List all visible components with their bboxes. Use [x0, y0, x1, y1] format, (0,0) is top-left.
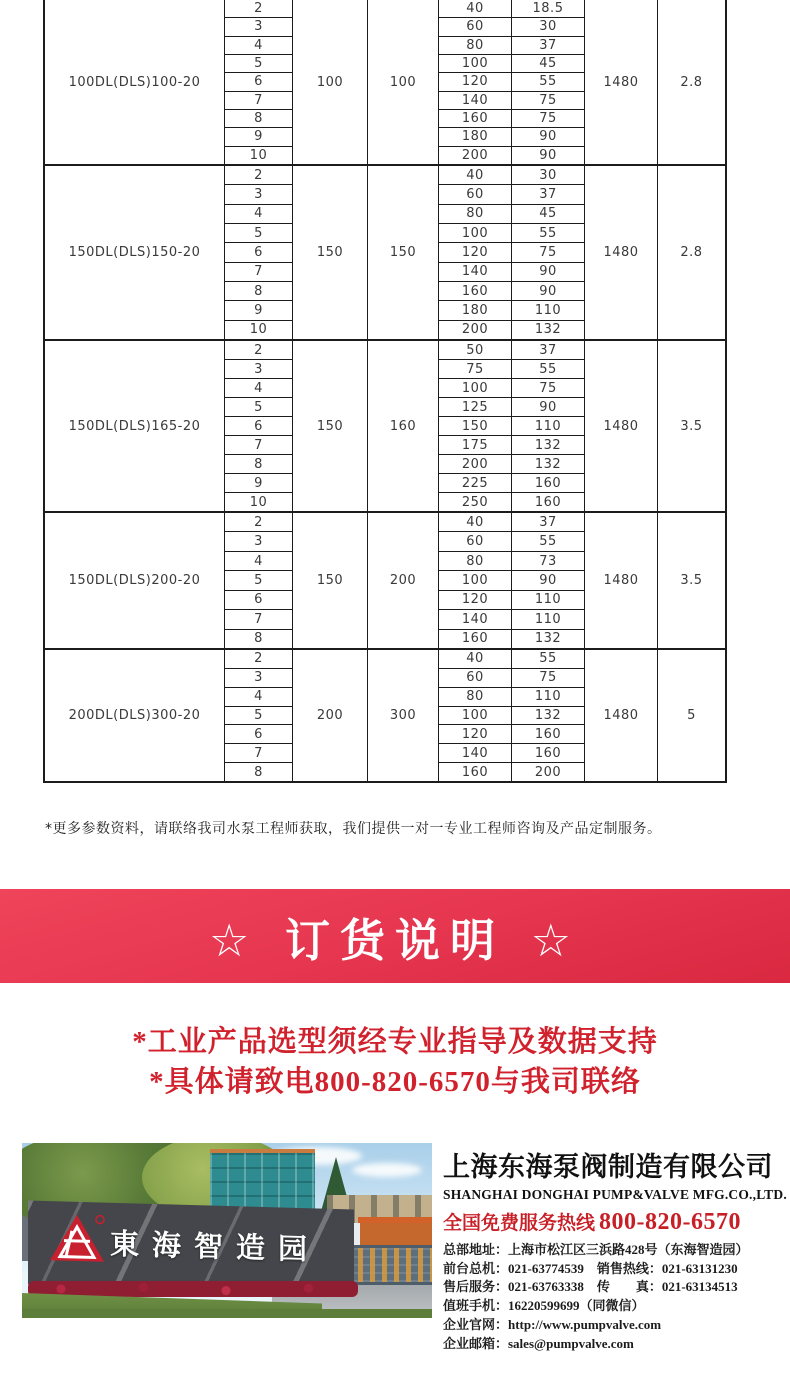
stage-cell: 6	[225, 73, 292, 91]
stage-cell: 5	[225, 707, 292, 726]
stage-cell: 10	[249, 494, 268, 510]
photo-lawn	[22, 1309, 432, 1318]
service-hotline	[443, 1208, 783, 1236]
stage-cell: 7	[225, 610, 292, 629]
flow-cell: 100	[439, 707, 511, 726]
stage-cell: 2	[225, 0, 292, 18]
flow-cell: 40	[439, 0, 511, 18]
head-cell: 160	[534, 494, 562, 510]
photo-flower-hedge	[28, 1281, 358, 1297]
contact-line: 值班手机：16220599699（同微信）	[443, 1298, 645, 1314]
head-cell: 90	[512, 128, 584, 146]
head-cell: 55	[512, 224, 584, 243]
stage-cell: 4	[225, 37, 292, 55]
flow-cell: 50	[439, 341, 511, 360]
photo-cloud	[352, 1163, 422, 1177]
table-group	[45, 0, 725, 166]
flow-cell: 60	[439, 669, 511, 688]
flow-cell: 180	[439, 128, 511, 146]
diameter-cell: 200	[368, 513, 439, 648]
stage-cell: 9	[225, 474, 292, 493]
spec-table	[43, 0, 727, 783]
flow-cell: 120	[439, 725, 511, 744]
head-cell: 30	[512, 166, 584, 185]
table-group	[45, 513, 725, 650]
table-group	[45, 650, 725, 783]
flow-cell: 40	[439, 650, 511, 669]
stage-cell: 6	[225, 725, 292, 744]
stage-cell: 3	[225, 532, 292, 551]
flow-cell: 60	[439, 18, 511, 36]
order-instructions-banner	[0, 889, 790, 983]
stage-cell: 3	[225, 18, 292, 36]
stage-column	[225, 650, 293, 781]
head-cell: 75	[512, 92, 584, 110]
flow-cell: 175	[439, 436, 511, 455]
company-name-en: SHANGHAI DONGHAI PUMP&VALVE MFG.CO.,LTD.	[443, 1187, 787, 1202]
diameter-cell: 160	[368, 341, 439, 511]
head-cell: 75	[512, 669, 584, 688]
stage-cell: 8	[254, 631, 263, 647]
speed-cell: 1480	[585, 513, 658, 648]
sign-wall-text: 東海智造园	[110, 1226, 321, 1267]
stage-cell: 10	[249, 147, 268, 163]
flow-cell: 120	[439, 591, 511, 610]
head-cell: 75	[512, 379, 584, 398]
head-column	[512, 341, 585, 511]
head-column	[512, 513, 585, 648]
model-cell: 100DL(DLS)100-20	[45, 0, 225, 164]
stage-cell: 5	[225, 55, 292, 73]
flow-cell: 80	[439, 205, 511, 224]
flow-cell: 140	[439, 92, 511, 110]
diameter-cell: 150	[293, 166, 368, 339]
diameter-cell: 300	[368, 650, 439, 781]
stage-cell: 3	[225, 669, 292, 688]
stage-cell: 8	[225, 282, 292, 301]
head-cell: 132	[512, 455, 584, 474]
flow-cell: 80	[439, 688, 511, 707]
head-cell: 55	[512, 532, 584, 551]
head-cell: 30	[512, 18, 584, 36]
head-cell: 110	[512, 301, 584, 320]
head-cell: 37	[512, 185, 584, 204]
stage-cell: 7	[225, 744, 292, 763]
head-cell: 200	[534, 764, 562, 780]
table-footnote: *更多参数资料，请联络我司水泵工程师获取，我们提供一对一专业工程师咨询及产品定制服务。	[45, 821, 662, 837]
flow-cell: 100	[439, 379, 511, 398]
flow-cell: 160	[439, 110, 511, 128]
stage-cell: 2	[225, 341, 292, 360]
flow-column	[439, 166, 512, 339]
flow-cell: 160	[461, 631, 489, 647]
company-name-cn: 上海东海泵阀制造有限公司	[443, 1152, 773, 1183]
flow-cell: 125	[439, 398, 511, 417]
head-cell: 90	[512, 263, 584, 282]
diameter-cell: 100	[293, 0, 368, 164]
notice-line-2: *具体请致电800-820-6570与我司联络	[149, 1066, 641, 1098]
head-cell: 132	[512, 436, 584, 455]
stage-cell: 6	[225, 243, 292, 262]
head-cell: 160	[512, 744, 584, 763]
stage-cell: 2	[225, 166, 292, 185]
diameter-cell: 150	[293, 513, 368, 648]
speed-cell: 1480	[585, 341, 658, 511]
stage-cell: 4	[225, 688, 292, 707]
diameter-cell: 100	[368, 0, 439, 164]
flow-cell: 75	[439, 360, 511, 379]
stage-column	[225, 513, 293, 648]
flow-cell: 80	[439, 552, 511, 571]
head-cell: 37	[512, 341, 584, 360]
head-cell: 132	[534, 631, 562, 647]
head-cell: 110	[512, 610, 584, 629]
table-group	[45, 166, 725, 341]
head-cell: 37	[512, 513, 584, 532]
head-cell: 45	[512, 55, 584, 73]
hotline-number: 800-820-6570	[599, 1209, 741, 1235]
flow-cell: 140	[439, 610, 511, 629]
flow-cell: 150	[439, 417, 511, 436]
flow-cell: 140	[439, 263, 511, 282]
flow-cell: 60	[439, 185, 511, 204]
stage-cell: 4	[225, 379, 292, 398]
notice-line-1: *工业产品选型须经专业指导及数据支持	[132, 1026, 658, 1058]
stage-cell: 5	[225, 224, 292, 243]
head-cell: 55	[512, 650, 584, 669]
stage-cell: 6	[225, 591, 292, 610]
stage-cell: 8	[225, 110, 292, 128]
flow-cell: 80	[439, 37, 511, 55]
flow-column	[439, 341, 512, 511]
hotline-label: 全国免费服务热线	[443, 1212, 596, 1234]
head-cell: 45	[512, 205, 584, 224]
stage-cell: 7	[225, 263, 292, 282]
head-cell: 160	[512, 725, 584, 744]
head-cell: 90	[539, 147, 557, 163]
stage-cell: 4	[225, 205, 292, 224]
stage-cell: 8	[225, 455, 292, 474]
flow-column	[439, 513, 512, 648]
stage-cell: 4	[225, 552, 292, 571]
head-cell: 73	[512, 552, 584, 571]
diameter-cell: 150	[293, 341, 368, 511]
contact-line: 前台总机：021-63774539 销售热线：021-63131230	[443, 1260, 738, 1276]
stage-cell: 2	[225, 513, 292, 532]
head-column	[512, 650, 585, 781]
donghai-logo-icon	[48, 1212, 106, 1268]
stage-cell: 7	[225, 92, 292, 110]
stage-cell: 5	[225, 571, 292, 590]
stage-cell: 6	[225, 417, 292, 436]
head-cell: 110	[512, 417, 584, 436]
contact-list	[443, 1241, 783, 1353]
diameter-cell: 200	[293, 650, 368, 781]
head-column	[512, 0, 585, 164]
head-cell: 132	[534, 322, 562, 338]
head-column	[512, 166, 585, 339]
stage-column	[225, 166, 293, 339]
value-cell: 3.5	[680, 418, 703, 434]
flow-column	[439, 650, 512, 781]
value-cell: 2.8	[680, 74, 703, 90]
flow-cell: 200	[461, 322, 489, 338]
selection-notice	[0, 1022, 790, 1102]
flow-cell: 100	[439, 55, 511, 73]
company-photo	[22, 1143, 432, 1318]
flow-cell: 250	[461, 494, 489, 510]
flow-cell: 160	[439, 282, 511, 301]
stage-cell: 2	[225, 650, 292, 669]
head-cell: 55	[512, 73, 584, 91]
diameter-cell: 150	[368, 166, 439, 339]
flow-cell: 200	[439, 455, 511, 474]
stage-column	[225, 0, 293, 164]
head-cell: 37	[512, 37, 584, 55]
flow-cell: 120	[439, 243, 511, 262]
stage-cell: 3	[225, 185, 292, 204]
flow-cell: 40	[439, 513, 511, 532]
contact-link-line[interactable]: 企业官网：http://www.pumpvalve.com	[443, 1316, 662, 1332]
flow-cell: 120	[439, 73, 511, 91]
model-cell: 150DL(DLS)150-20	[45, 166, 225, 339]
table-group	[45, 341, 725, 513]
head-cell: 110	[512, 688, 584, 707]
flow-cell: 60	[439, 532, 511, 551]
flow-cell: 40	[439, 166, 511, 185]
head-cell: 90	[512, 571, 584, 590]
head-cell: 160	[512, 474, 584, 493]
stage-cell: 9	[225, 301, 292, 320]
flow-cell: 160	[461, 764, 489, 780]
model-cell: 200DL(DLS)300-20	[45, 650, 225, 781]
flow-cell: 100	[439, 224, 511, 243]
value-cell: 3.5	[680, 573, 703, 588]
stage-cell: 5	[225, 398, 292, 417]
contact-line: 总部地址：上海市松江区三浜路428号（东海智造园）	[443, 1242, 749, 1257]
company-info	[443, 1145, 787, 1353]
head-cell: 75	[512, 110, 584, 128]
contact-line: 售后服务：021-63763338 传 真：021-63134513	[443, 1279, 738, 1295]
head-cell: 55	[512, 360, 584, 379]
flow-column	[439, 0, 512, 164]
head-cell: 18.5	[512, 0, 584, 18]
banner-title: ☆ 订货说明 ☆	[208, 913, 582, 967]
flow-cell: 200	[461, 147, 489, 163]
speed-cell: 1480	[585, 166, 658, 339]
model-cell: 150DL(DLS)200-20	[45, 513, 225, 648]
head-cell: 75	[512, 243, 584, 262]
speed-cell: 1480	[585, 650, 658, 781]
flow-cell: 180	[439, 301, 511, 320]
flow-cell: 140	[439, 744, 511, 763]
head-cell: 90	[512, 398, 584, 417]
head-cell: 132	[512, 707, 584, 726]
value-cell: 2.8	[680, 245, 703, 260]
head-cell: 90	[512, 282, 584, 301]
stage-cell: 10	[249, 322, 268, 338]
value-cell: 5	[687, 708, 696, 723]
stage-cell: 7	[225, 436, 292, 455]
speed-cell: 1480	[585, 0, 658, 164]
flow-cell: 100	[439, 571, 511, 590]
contact-link-line[interactable]: 企业邮箱：sales@pumpvalve.com	[443, 1335, 634, 1351]
stage-cell: 3	[225, 360, 292, 379]
head-cell: 110	[512, 591, 584, 610]
flow-cell: 225	[439, 474, 511, 493]
stage-column	[225, 341, 293, 511]
stage-cell: 9	[225, 128, 292, 146]
model-cell: 150DL(DLS)165-20	[45, 341, 225, 511]
stage-cell: 8	[254, 764, 263, 780]
